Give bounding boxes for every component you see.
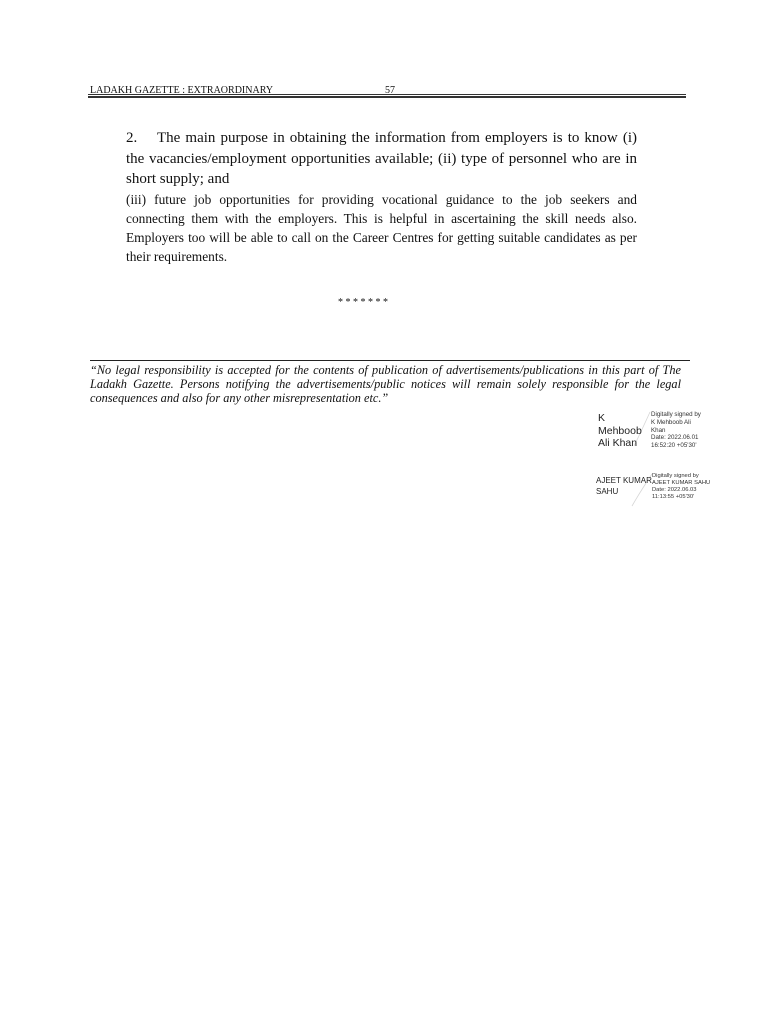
signature-detail-line: Digitally signed by <box>651 411 701 418</box>
paragraph-line-text: The main purpose in obtaining the information from employers is to know (i) <box>157 130 637 146</box>
paragraph-line: the vacancies/employment opportunities available; (ii) type of personnel who are in <box>126 150 637 167</box>
signature-detail-line: Date: 2022.06.03 <box>652 486 697 493</box>
paragraph-line <box>126 128 637 149</box>
signature-detail-line: AJEET KUMAR SAHU <box>652 479 711 486</box>
digital-signature-name <box>598 412 642 450</box>
signature-detail-line: K Mehboob Ali <box>651 418 691 426</box>
paragraph-line: (iii) future job opportunities for providing vocational guidance to the job seekers and <box>126 191 637 207</box>
paragraph-number: 2. <box>126 130 138 146</box>
page-number: 57 <box>385 85 395 96</box>
signature-name-line: Mehboob <box>598 424 642 437</box>
paragraph-2 <box>126 128 637 190</box>
paragraph-line: connecting them with the employers. This is helpful in ascertaining the skill needs also. <box>126 210 637 226</box>
signature-detail-line: Khan <box>651 426 666 434</box>
disclaimer-line: “No legal responsibility is accepted for the contents of publication of advertisements/publications in this part of The <box>90 363 681 377</box>
digital-signature-details <box>651 411 701 450</box>
section-separator: * * * * * * * <box>338 297 388 308</box>
paragraph-line: Employers too will be able to call on the Career Centres for getting suitable candidates as per <box>126 229 637 245</box>
gazette-title: LADAKH GAZETTE : EXTRAORDINARY <box>90 85 274 96</box>
signature-name-line: K <box>598 412 606 424</box>
disclaimer-line: consequences and also for any other misrepresentation etc.” <box>90 391 389 405</box>
signature-detail-line: 11:13:55 +05'30' <box>652 493 695 500</box>
signature-detail-line: Digitally signed by <box>652 472 699 479</box>
signature-name-line: Ali Khan <box>598 437 638 449</box>
signature-name-line: AJEET KUMAR <box>596 476 652 485</box>
signature-detail-line: 16:52:20 +05'30' <box>651 442 697 450</box>
paragraph-line: their requirements. <box>126 248 228 264</box>
legal-disclaimer <box>90 363 681 405</box>
signature-detail-line: Date: 2022.06.01 <box>651 434 699 442</box>
paragraph-iii <box>126 190 637 266</box>
disclaimer-rule <box>90 360 690 361</box>
digital-signature-name <box>596 476 652 497</box>
disclaimer-line: Ladakh Gazette. Persons notifying the advertisements/public notices will remain solely responsible for the legal <box>90 377 681 391</box>
header-double-rule <box>88 94 686 98</box>
digital-signature-details <box>652 473 710 501</box>
paragraph-line: short supply; and <box>126 171 230 187</box>
signature-name-line: SAHU <box>596 486 619 496</box>
